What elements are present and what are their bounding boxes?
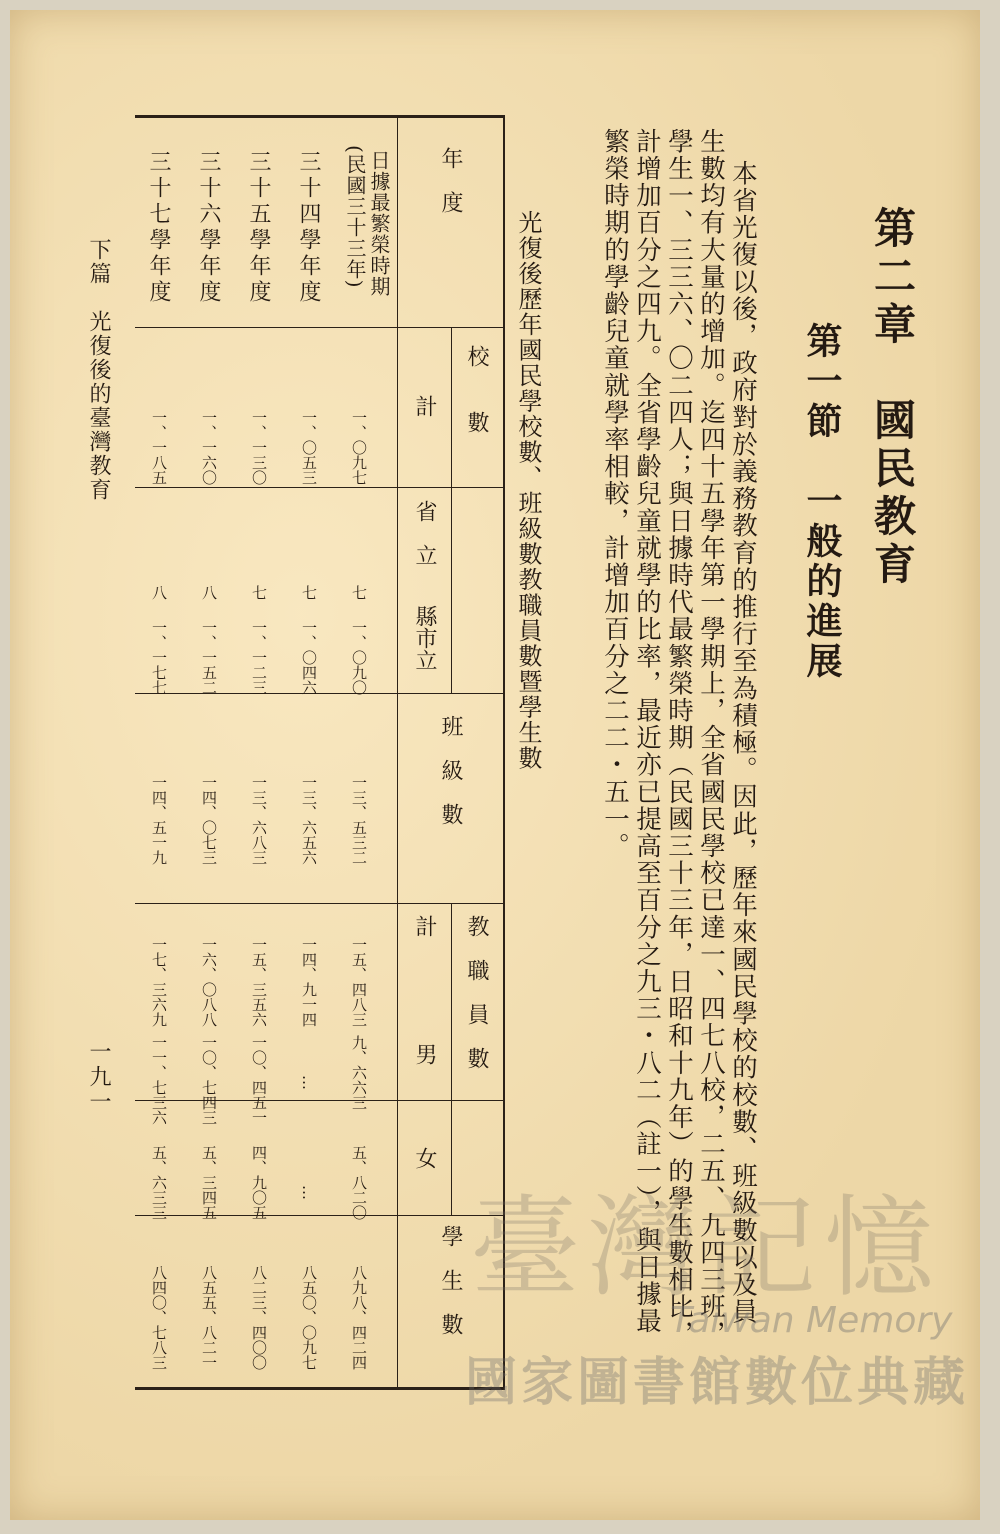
schools-county-cell: 一、〇四六 [300, 620, 318, 695]
header-schools: 校 數 [464, 345, 489, 433]
row-sublabel: (民國三十三年) [343, 145, 367, 289]
row-label: 三十四學年度 [296, 150, 321, 306]
staff-male-cell: 一〇、四五一 [250, 1035, 268, 1125]
schools-provincial-cell: 八 [200, 585, 218, 600]
paragraph-column-2: 生數均有大量的增加。迄四十五學年第一學期上，全省國民學校已達一、四七八校，二五、九四三班， [696, 128, 726, 1348]
staff-female-cell: … [299, 1185, 317, 1200]
students-cell: 八四〇、七八三 [150, 1265, 168, 1370]
paragraph-column-1: 本省光復以後，政府對於義務教育的推行至為積極。因此，歷年來國民學校的校數、班級數以及員 [728, 160, 758, 1326]
page-number: 一九一 [86, 1040, 111, 1115]
students-cell: 八五〇、〇九七 [300, 1265, 318, 1370]
classes-cell: 一三、六五六 [300, 775, 318, 865]
schools-provincial-cell: 七 [350, 585, 368, 600]
schools-provincial-cell: 七 [300, 585, 318, 600]
header-classes: 班 級 數 [438, 715, 463, 825]
classes-cell: 一四、五一九 [150, 775, 168, 865]
schools-provincial-cell: 七 [250, 585, 268, 600]
staff-male-cell: 一〇、七四三 [200, 1035, 218, 1125]
staff-female-cell: 四、九〇五 [250, 1145, 268, 1220]
staff-male-cell: 九、六六三 [350, 1035, 368, 1110]
staff-total-cell: 一五、三五六 [250, 937, 268, 1027]
paragraph-column-3: 學生一、三三六、〇二四人；與日據時代最繁榮時期（民國三十三年，日昭和十九年）的學生數相比， [664, 128, 694, 1348]
header-staff-female: 女 [412, 1147, 437, 1169]
staff-male-cell: … [299, 1075, 317, 1090]
header-schools-county: 縣市立 [412, 605, 437, 671]
statistics-table [135, 115, 505, 1390]
students-cell: 八五五、八二一 [200, 1265, 218, 1370]
watermark-english: Taiwan Memory [670, 1300, 953, 1341]
students-cell: 八二三、四〇〇 [250, 1265, 268, 1370]
header-schools-provincial: 省 立 [412, 500, 437, 566]
staff-total-cell: 一七、三六九 [150, 937, 168, 1027]
schools-total-cell: 一、一八五 [150, 410, 168, 485]
schools-provincial-cell: 八 [150, 585, 168, 600]
paragraph-column-5: 繁榮時期的學齡兒童就學率相較，計增加百分之二二・五一。 [600, 128, 630, 860]
staff-female-cell: 五、八二〇 [350, 1145, 368, 1220]
schools-total-cell: 一、一三〇 [250, 410, 268, 485]
schools-total-cell: 一、〇五三 [300, 410, 318, 485]
staff-female-cell: 五、三四五 [200, 1145, 218, 1220]
watermark-institution: 國家圖書館數位典藏 [465, 1353, 970, 1413]
row-label: 三十七學年度 [146, 150, 171, 306]
document-page [10, 10, 980, 1520]
paragraph-column-4: 計增加百分之四九。全省學齡兒童就學的比率，最近亦已提高至百分之九三・八二（註一），與日據最 [632, 128, 662, 1335]
watermark-logo: 臺灣記憶 [470, 1184, 942, 1312]
chapter-title: 第二章 國民教育 [868, 206, 917, 590]
staff-total-cell: 一五、四八三 [350, 937, 368, 1027]
header-staff-male: 男 [412, 1043, 437, 1065]
header-students: 學 生 數 [438, 1225, 463, 1335]
header-year: 年 度 [438, 147, 463, 213]
classes-cell: 一四、〇七三 [200, 775, 218, 865]
header-schools-total: 計 [412, 395, 437, 417]
classes-cell: 一三、五三二 [350, 775, 368, 865]
staff-total-cell: 一六、〇八八 [200, 937, 218, 1027]
students-cell: 八九八、四二四 [350, 1265, 368, 1370]
staff-total-cell: 一四、九一四 [300, 937, 318, 1027]
row-label: 三十六學年度 [196, 150, 221, 306]
running-footer-title: 下篇 光復後的臺灣教育 [86, 238, 111, 502]
header-staff-total: 計 [412, 915, 437, 937]
schools-county-cell: 一、一五二 [200, 620, 218, 695]
schools-total-cell: 一、一六〇 [200, 410, 218, 485]
row-label: 日據最繁榮時期 [367, 150, 391, 297]
schools-total-cell: 一、〇九七 [350, 410, 368, 485]
row-label: 三十五學年度 [246, 150, 271, 306]
schools-county-cell: 一、〇九〇 [350, 620, 368, 695]
section-title: 第一節 一般的進展 [801, 322, 843, 682]
header-staff: 教 職 員 數 [464, 915, 489, 1069]
staff-female-cell: 五、六三三 [150, 1145, 168, 1220]
table-caption: 光復後歷年國民學校數、班級數教職員數暨學生數 [514, 210, 542, 771]
schools-county-cell: 一、一七七 [150, 620, 168, 695]
classes-cell: 一三、六八三 [250, 775, 268, 865]
staff-male-cell: 一一、七三六 [150, 1035, 168, 1125]
schools-county-cell: 一、一二三 [250, 620, 268, 695]
